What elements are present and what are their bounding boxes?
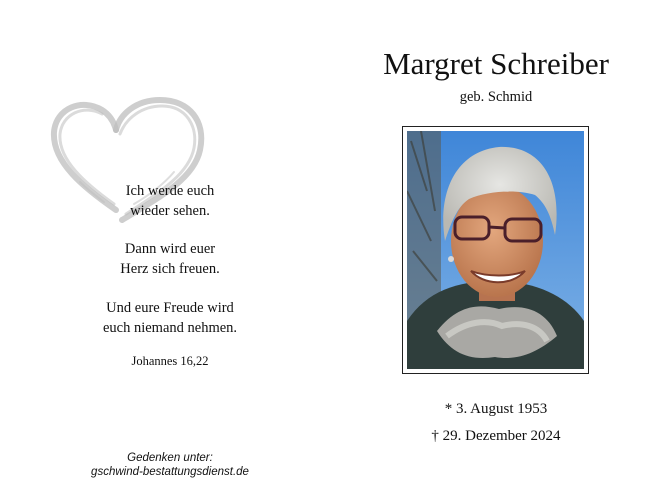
- verse-line: wieder sehen.: [130, 203, 210, 219]
- birth-name: geb. Schmid: [459, 89, 533, 105]
- verse-line: Dann wird euer: [124, 241, 216, 257]
- death-date: † 29. Dezember 2024: [431, 428, 561, 444]
- verse-line: Herz sich freuen.: [120, 261, 220, 277]
- verse-stanza-2: [70, 239, 270, 279]
- deceased-name: Margret Schreiber: [383, 46, 609, 81]
- memorial-footer: [60, 451, 280, 479]
- memorial-website-link[interactable]: gschwind-bestattungsdienst.de: [91, 466, 249, 478]
- verse-line: Und eure Freude wird: [106, 300, 234, 316]
- verse-line: Ich werde euch: [125, 183, 215, 199]
- verse-stanza-3: [70, 298, 270, 338]
- verse-reference: Johannes 16,22: [131, 354, 209, 368]
- verse-line: euch niemand nehmen.: [102, 320, 238, 336]
- verse-stanza-1: [70, 181, 270, 221]
- birth-date: * 3. August 1953: [444, 401, 548, 417]
- photo-frame: [402, 126, 589, 374]
- portrait-photo: [407, 131, 584, 369]
- footer-caption: Gedenken unter:: [127, 452, 213, 464]
